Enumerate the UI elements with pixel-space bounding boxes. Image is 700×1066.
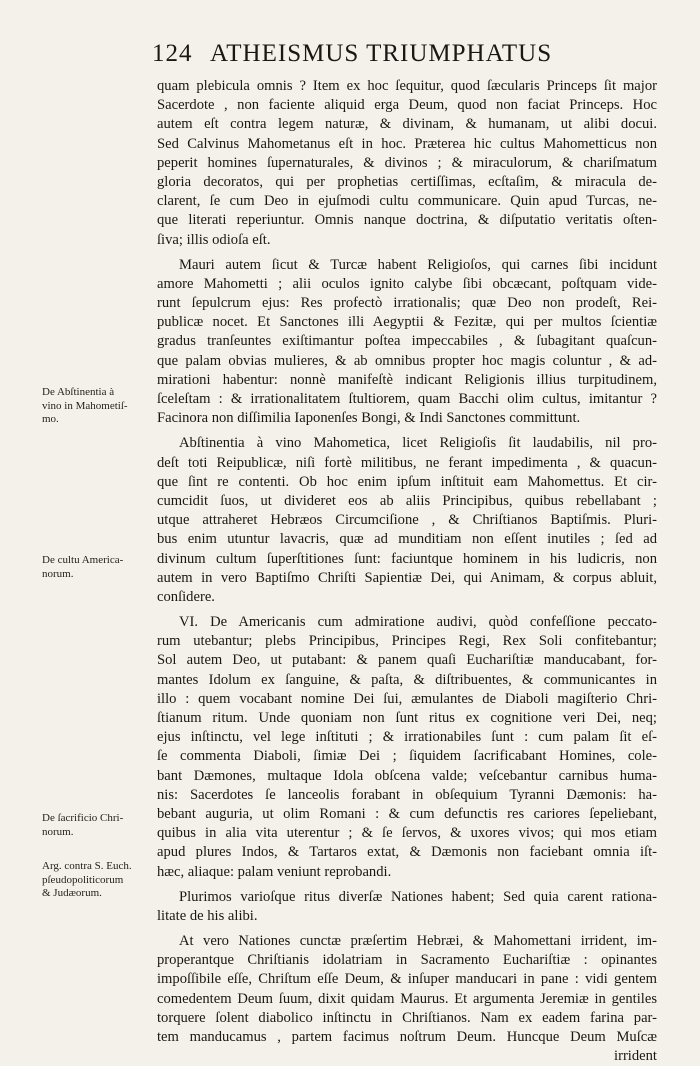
text-line: VI. De Americanis cum admiratione audivi, quòd confeſſione peccato- — [179, 614, 657, 631]
text-line: mirationi habentur: nonnè manifeſtè indicant Religionis illius turpitudinem, — [157, 371, 657, 388]
text-line: autem in vero Baptiſmo Chriſti Sapientiæ Dei, qui Animam, & corpus abluit, — [157, 569, 657, 586]
text-line: Sed Calvinus Mahometanus eſt in hoc. Præterea hic cultus Mahometticus non — [157, 135, 657, 152]
text-line: que literati reperiuntur. Omnis nanque doctrina, & diſputatio veritatis oſten- — [157, 212, 657, 229]
text-line: conſidere. — [157, 588, 215, 605]
text-line: que ſint re contenti. Ob hoc enim ipſum inſtituit eam Mahomettus. Et cir- — [157, 473, 657, 490]
text-line: Sacerdote , non faciente aliquid erga Deum, quod non faciat Princeps. Hoc — [157, 97, 657, 114]
text-line: rum utebantur; plebs Principibus, Principes Regi, Rex Soli confitebantur; — [157, 633, 657, 650]
text-line: quam plebicula omnis ? Item ex hoc ſequitur, quod ſæcularis Princeps ſit major — [157, 78, 657, 94]
text-line: autem eſt contra legem naturæ, & divinam, & humanam, ut alibi docui. — [157, 116, 657, 133]
margin-note-abstinentia — [42, 386, 128, 427]
text-line: apud plures Indos, & Tartaros extat, & Dæmonis non faciebant omnia iſt- — [157, 844, 657, 861]
page-number: 124 — [152, 40, 193, 67]
text-line: que palam obvias mulieres, & ab omnibus propter hoc magis coluntur , & ad- — [157, 352, 657, 369]
running-header — [152, 40, 662, 70]
text-line: tem manducamus , partem facimus noſtrum Deum. Huncque Deum Muſcæ — [157, 1029, 657, 1045]
text-line: impoſſibile eſſe, Chriſtum eſſe Deum, & inſuper manducari in pane : vidi gentem — [157, 971, 657, 988]
margin-note-line: De cultu America- — [42, 554, 124, 566]
text-line: publicæ nocet. Et Sanctones illi Aegyptii & Fezitæ, qui per multos ſcientiæ — [157, 314, 657, 331]
text-line: amore Mahometti ; alii oculos ignito calybe ſibi obcæcant, poſtquam vide- — [157, 275, 657, 292]
text-line: utque attraheret Hebræos Circumciſione , & Chriſtianos Baptiſmis. Pluri- — [157, 512, 657, 529]
text-line: ejus inſtinctu, vel lege inſtituti ; & irrationabiles ſunt : cum palam ſit eſ- — [157, 729, 657, 746]
text-line: divinum cultum ſuperſtitiones ſunt: faciuntque hominem in his ludicris, non — [157, 550, 657, 567]
margin-note-line: mo. — [42, 413, 59, 425]
margin-note-americanorum — [42, 554, 123, 581]
text-line: deſt toti Reipublicæ, niſi fortè militibus, ne ferant impedimenta , & quacun- — [157, 454, 657, 471]
margin-note-line: pſeudopoliticorum — [42, 873, 124, 886]
text-line: irrident — [614, 1048, 657, 1065]
text-line: Abſtinentia à vino Mahometica, licet Religioſis ſit laudabilis, nil pro- — [179, 435, 657, 452]
margin-note-line: & Judæorum. — [42, 887, 102, 899]
text-line: nis: Sacerdotes ſe lanceolis forabant in obſequium Tyranni Dæmonis: ha- — [157, 786, 657, 803]
text-line: gradus tranſeuntes exiſtimantur poſtea impeccabiles , & ſubagitant quaſcun- — [157, 333, 657, 350]
margin-note-line: De ſacrificio Chri- — [42, 812, 124, 824]
text-line: litate de his alibi. — [157, 907, 258, 924]
margin-note-argumentum — [42, 860, 132, 901]
text-line: bant Dæmones, multaque Idola obſcena valde; veſcebantur carnibus huma- — [157, 767, 657, 784]
margin-note-line: norum. — [42, 825, 74, 838]
text-line: hæc, aliaque: palam veniunt reprobandi. — [157, 863, 392, 880]
text-line: runt ſepulcrum ejus: Res profectò irrationalis; quæ Deo non prodeſt, Rei- — [157, 295, 657, 312]
text-line: gloria decoratos, qui per prophetias certiſſimas, ecſtaſim, & miracula de- — [157, 173, 657, 190]
text-line: mantes Idolum ex ſanguine, & paſta, & diſtribuentes, & communicantes in — [157, 671, 657, 688]
text-line: clarent, ſe cum Deo in ejuſmodi cultu communicare. Quin apud Turcas, ne- — [157, 193, 657, 210]
text-line: At vero Nationes cunctæ præſertim Hebræi, & Mahomettani irrident, im- — [179, 933, 657, 950]
text-line: ſe commenta Diaboli, ſimiæ Dei ; ſiquidem ſacrificabant Homines, cole- — [157, 748, 657, 765]
text-line: Plurimos varioſque ritus diverſæ Nationes habent; Sed quia carent rationa- — [179, 888, 657, 905]
margin-note-line: Arg. contra S. Euch. — [42, 860, 132, 872]
text-line: ſceleſtam : & irrationalitatem ſtultiorem, quam Bacchi olim cultus, imitantur ? — [157, 391, 657, 407]
text-line: cumcidit ſuos, ut divideret eos ab aliis Principibus, quibus rebellabant ; — [157, 492, 657, 509]
text-line: Facinora non diſſimilia Iaponenſes Bongi, & Indi Sanctones committunt. — [157, 410, 581, 427]
margin-note-sacrificio — [42, 812, 123, 839]
text-line: peperit homines ſupernaturales, & divinos ; & miraculorum, & chariſmatum — [157, 154, 657, 171]
margin-note-line: vino in Mahometiſ- — [42, 399, 128, 412]
text-line: comedentem Deum ſuum, dixit quidam Maurus. Et argumenta Jeremiæ in gentiles — [157, 990, 657, 1007]
text-line: bus enim utuntur lavacris, quæ ad munditiam non eſſent inutiles ; ſed ad — [157, 531, 657, 548]
margin-note-line: norum. — [42, 567, 74, 580]
text-line: quibus in alia vita uterentur ; & ſe ſervos, & uxores vivos; qui mos etiam — [157, 825, 657, 842]
main-text — [157, 77, 657, 1066]
text-line: torquere ſolent diabolico inſtinctu in Chriſtianos. Nam ex eadem farina par- — [157, 1009, 657, 1026]
text-line: illo : quem vocabant nomine Dei ſui, æmulantes de Diaboli magiſterio Chri- — [157, 690, 657, 707]
text-line: ſiva; illis odioſa eſt. — [157, 231, 271, 248]
text-line: Mauri autem ſicut & Turcæ habent Religioſos, qui carnes ſibi incidunt — [179, 256, 657, 273]
text-line: Sol autem Deo, ut putabant: & panem quaſi Euchariſtiæ manducabant, for- — [157, 652, 657, 669]
text-line: properantque Chriſtianis idolatriam in Sacramento Euchariſtiæ : opinantes — [157, 952, 657, 969]
text-line: ſtianum ritum. Unde quoniam non ſunt ritus ex cognitione veri Dei, neq; — [157, 710, 657, 726]
running-title: ATHEISMUS TRIUMPHATUS — [210, 40, 553, 67]
text-line: bebant auguria, ut olim Romani : & cum defunctis res cariores ſepeliebant, — [157, 805, 657, 822]
margin-note-line: De Abſtinentia à — [42, 386, 115, 398]
